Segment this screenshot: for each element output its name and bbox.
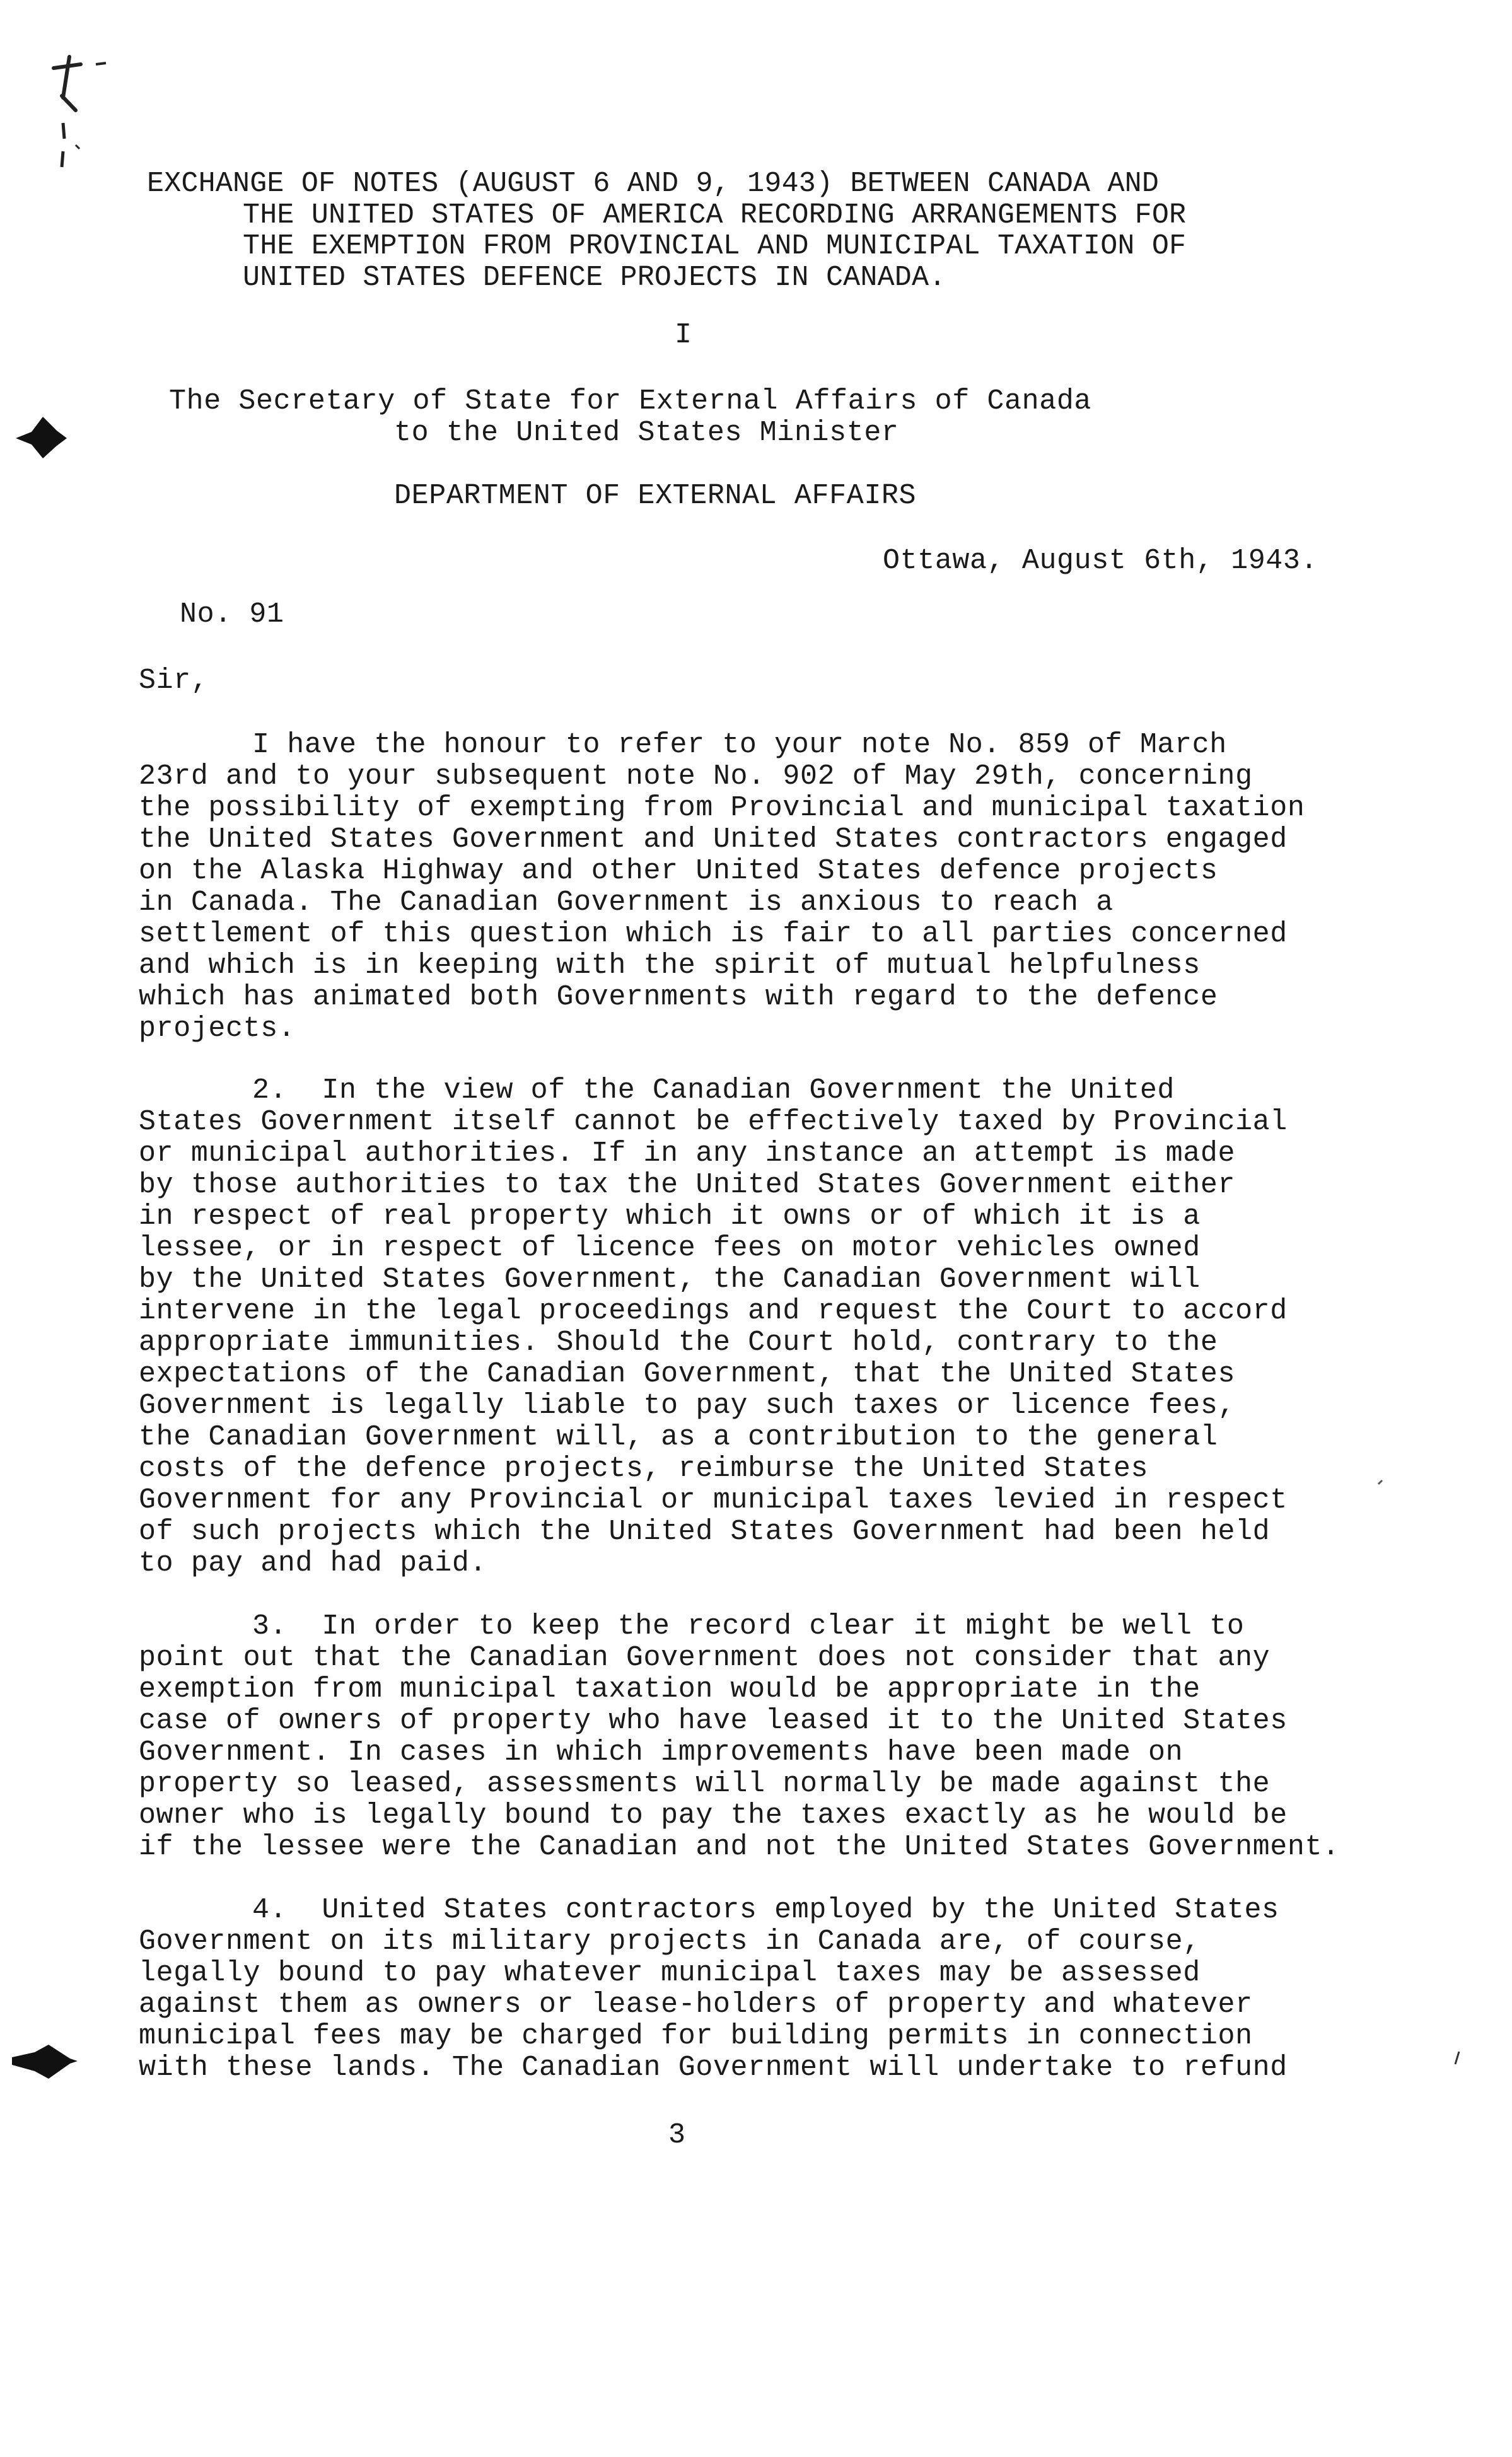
paragraph-line: owner who is legally bound to pay the taxes exactly as he would be bbox=[139, 1799, 1288, 1832]
paragraph-line: legally bound to pay whatever municipal taxes may be assessed bbox=[139, 1957, 1201, 1989]
paragraph-line: the United States Government and United States contractors engaged bbox=[139, 823, 1288, 856]
paragraph-line: which has animated both Governments with regard to the defence bbox=[139, 981, 1218, 1013]
paragraph-line: appropriate immunities. Should the Court hold, contrary to the bbox=[139, 1327, 1218, 1359]
paragraph-line: the possibility of exempting from Provincial and municipal taxation bbox=[139, 792, 1305, 824]
paragraph-line: if the lessee were the Canadian and not the United States Government. bbox=[139, 1831, 1340, 1863]
paragraph-line: Government. In cases in which improvements have been made on bbox=[139, 1736, 1183, 1769]
paragraph-line: settlement of this question which is fair to all parties concerned bbox=[139, 918, 1288, 950]
heading-line-2: to the United States Minister bbox=[394, 417, 899, 449]
paragraph-line: the Canadian Government will, as a contribution to the general bbox=[139, 1421, 1218, 1453]
place-date: Ottawa, August 6th, 1943. bbox=[883, 545, 1318, 577]
title-line: UNITED STATES DEFENCE PROJECTS IN CANADA. bbox=[243, 262, 946, 294]
paragraph-line: 2. In the view of the Canadian Government the United bbox=[252, 1074, 1175, 1107]
paragraph-line: property so leased, assessments will normally be made against the bbox=[139, 1768, 1271, 1800]
margin-tick bbox=[1450, 2049, 1463, 2068]
paragraph-line: case of owners of property who have leased it to the United States bbox=[139, 1705, 1288, 1737]
paragraph-line: to pay and had paid. bbox=[139, 1547, 487, 1579]
paragraph-line: Government is legally liable to pay such taxes or licence fees, bbox=[139, 1390, 1236, 1422]
paragraph-line: States Government itself cannot be effectively taxed by Provincial bbox=[139, 1106, 1288, 1138]
paragraph-line: I have the honour to refer to your note No. 859 of March bbox=[252, 729, 1227, 761]
paragraph-line: with these lands. The Canadian Government will undertake to refund bbox=[139, 2052, 1288, 2084]
paragraph-line: Government for any Provincial or municipal taxes levied in respect bbox=[139, 1484, 1288, 1516]
paragraph-line: lessee, or in respect of licence fees on motor vehicles owned bbox=[139, 1232, 1201, 1264]
title-line: EXCHANGE OF NOTES (AUGUST 6 AND 9, 1943) BETWEEN CANADA AND bbox=[147, 168, 1160, 200]
paragraph-line: and which is in keeping with the spirit of mutual helpfulness bbox=[139, 950, 1201, 982]
paragraph-line: 4. United States contractors employed by the United States bbox=[252, 1894, 1279, 1926]
margin-tick bbox=[1375, 1475, 1387, 1488]
punch-hole-mark-bottom bbox=[9, 2040, 79, 2084]
title-line: THE EXEMPTION FROM PROVINCIAL AND MUNICIPAL TAXATION OF bbox=[243, 230, 1187, 262]
department-heading: DEPARTMENT OF EXTERNAL AFFAIRS bbox=[394, 480, 917, 512]
title-line: THE UNITED STATES OF AMERICA RECORDING ARRANGEMENTS FOR bbox=[243, 199, 1187, 231]
heading-line-1: The Secretary of State for External Affairs of Canada bbox=[169, 385, 1092, 417]
paragraph-line: expectations of the Canadian Government, that the United States bbox=[139, 1358, 1236, 1390]
paragraph-line: point out that the Canadian Government does not consider that any bbox=[139, 1642, 1271, 1674]
paragraph-line: in respect of real property which it owns or of which it is a bbox=[139, 1200, 1201, 1233]
paragraph-line: projects. bbox=[139, 1013, 296, 1045]
paragraph-line: costs of the defence projects, reimburse the United States bbox=[139, 1453, 1149, 1485]
paragraph-line: 3. In order to keep the record clear it might be well to bbox=[252, 1610, 1245, 1642]
paragraph-line: by those authorities to tax the United States Government either bbox=[139, 1169, 1236, 1201]
page-number: 3 bbox=[668, 2119, 686, 2151]
paragraph-line: 23rd and to your subsequent note No. 902 of May 29th, concerning bbox=[139, 760, 1253, 793]
section-numeral: I bbox=[675, 319, 692, 351]
punch-hole-mark-top bbox=[13, 413, 69, 463]
paragraph-line: by the United States Government, the Canadian Government will bbox=[139, 1263, 1201, 1296]
paragraph-line: municipal fees may be charged for building permits in connection bbox=[139, 2020, 1253, 2052]
paragraph-line: or municipal authorities. If in any instance an attempt is made bbox=[139, 1137, 1236, 1170]
note-number: No. 91 bbox=[180, 598, 284, 630]
paragraph-line: on the Alaska Highway and other United States defence projects bbox=[139, 855, 1218, 887]
paragraph-line: of such projects which the United States Government had been held bbox=[139, 1516, 1271, 1548]
paragraph-line: exemption from municipal taxation would be appropriate in the bbox=[139, 1673, 1201, 1705]
salutation: Sir, bbox=[139, 665, 209, 697]
paragraph-line: in Canada. The Canadian Government is anxious to reach a bbox=[139, 886, 1114, 919]
paragraph-line: against them as owners or lease-holders of property and whatever bbox=[139, 1989, 1253, 2021]
paragraph-line: Government on its military projects in Canada are, of course, bbox=[139, 1926, 1201, 1958]
handwritten-check-mark bbox=[44, 50, 113, 177]
paragraph-line: intervene in the legal proceedings and request the Court to accord bbox=[139, 1295, 1288, 1327]
